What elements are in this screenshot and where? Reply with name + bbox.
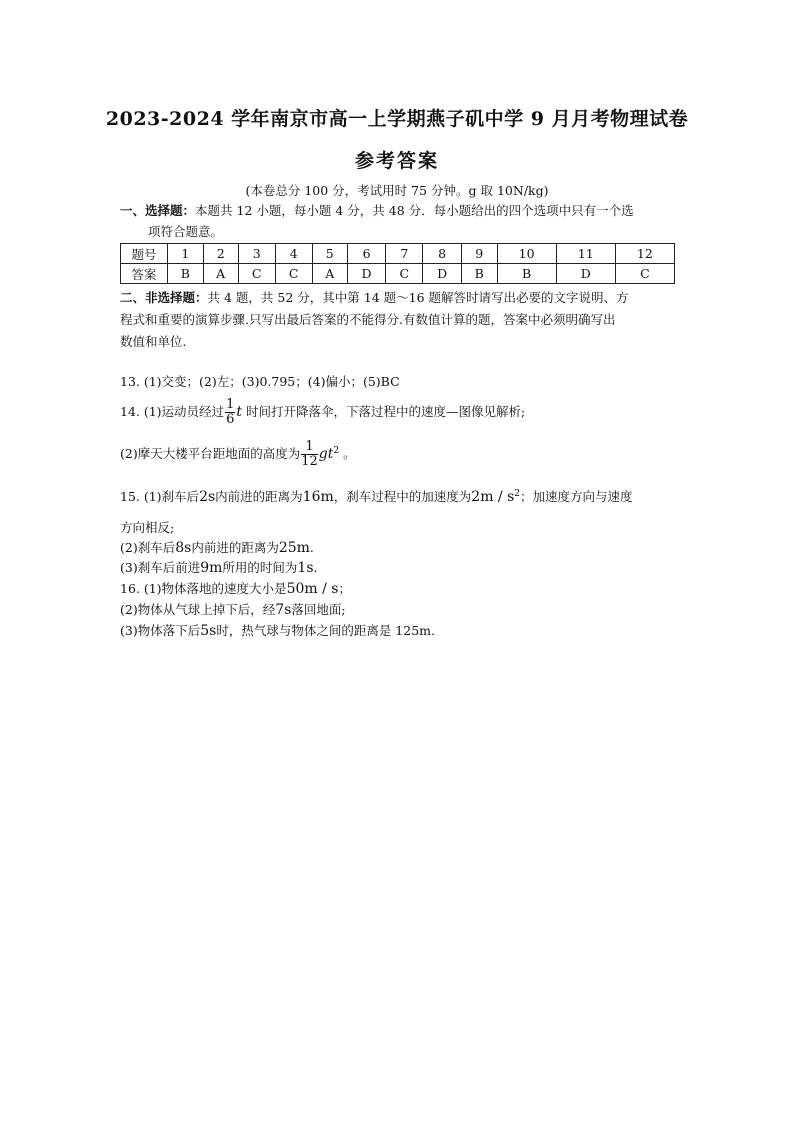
q16-value: 50m / s (286, 581, 339, 597)
table-cell: D (423, 264, 462, 284)
table-row-answers (121, 264, 675, 284)
q14-p2-var: gt (318, 446, 334, 462)
q15-text: 15. (1)刹车后 (120, 489, 200, 504)
fraction-numerator: 1 (226, 397, 235, 412)
q15-value: 9m (200, 560, 223, 576)
q15-value: 2s (199, 489, 216, 505)
fraction-denominator: 12 (301, 454, 318, 469)
table-cell: 4 (275, 244, 312, 264)
table-cell: 8 (423, 244, 462, 264)
section2-instructions (120, 287, 680, 353)
answer-q15-line3 (120, 538, 680, 556)
q15-value: 1s (297, 560, 314, 576)
table-cell: 6 (347, 244, 386, 264)
table-cell: 7 (386, 244, 423, 264)
q15-exponent: 2 (514, 488, 520, 499)
table-cell: C (615, 264, 674, 284)
table-cell: 11 (556, 244, 615, 264)
q15-value: 16m (302, 489, 334, 505)
q14-p2-fraction (301, 440, 318, 469)
answer-q15-line4 (120, 558, 680, 576)
table-cell: D (556, 264, 615, 284)
section1-heading: 一、选择题： (120, 203, 196, 218)
table-cell: C (275, 264, 312, 284)
q14-p1-fraction (225, 398, 235, 427)
q15-text: 所用的时间为 (222, 560, 298, 575)
table-cell: B (168, 264, 204, 284)
table-cell: A (312, 264, 347, 284)
table-cell: 10 (497, 244, 556, 264)
table-cell: 12 (615, 244, 674, 264)
q15-text: (3)刹车后前进 (120, 560, 201, 575)
q15-text: 内前进的距离为 (215, 489, 303, 504)
table-cell: 1 (168, 244, 204, 264)
q16-text: (2)物体从气球上掉下后，经 (120, 602, 276, 617)
table-cell: B (497, 264, 556, 284)
answer-q16-line1 (120, 579, 680, 597)
section2-line2: 程式和重要的演算步骤.只写出最后答案的不能得分.有数值计算的题，答案中必须明确写出 (120, 312, 616, 327)
table-cell: 5 (312, 244, 347, 264)
q15-value: 2m / s (471, 489, 515, 505)
answer-table (120, 243, 675, 284)
table-row-numbers (121, 244, 675, 264)
q15-value: 25m (278, 540, 310, 556)
q16-text: 落回地面; (291, 602, 346, 617)
table-cell: 9 (461, 244, 497, 264)
q14-p1-before: 14. (1)运动员经过 (120, 404, 225, 419)
q16-text: (3)物体落下后 (120, 623, 201, 638)
section1-text-line2: 项符合题意。 (148, 224, 224, 239)
page-title: 2023-2024 学年南京市高一上学期燕子矶中学 9 月月考物理试卷 (105, 108, 689, 130)
answer-q15-line2: 方向相反; (120, 520, 175, 535)
answer-q13: 13. (1)交变；(2)左；(3)0.795；(4)偏小；(5)BC (120, 374, 400, 389)
section2-line1: 共 4 题，共 52 分，其中第 14 题～16 题解答时请写出必要的文字说明、方 (207, 290, 629, 305)
table-cell: 3 (238, 244, 275, 264)
q15-text: . (313, 560, 318, 575)
q15-text: 内前进的距离为 (191, 540, 279, 555)
answer-q14-part2 (120, 440, 680, 469)
table-cell: 2 (203, 244, 238, 264)
q16-text: ； (338, 581, 351, 596)
table-cell: B (461, 264, 497, 284)
q15-text: ；加速度方向与速度 (520, 489, 633, 504)
section2-heading: 二、非选择题： (120, 290, 208, 305)
q15-value: 8s (175, 540, 192, 556)
answer-q16-line2 (120, 600, 680, 618)
table-cell: C (386, 264, 423, 284)
q14-p2-before: (2)摩天大楼平台距地面的高度为 (120, 446, 301, 461)
answer-q14-part1 (120, 398, 680, 427)
exam-note: (本卷总分 100 分，考试用时 75 分钟。g 取 10N/kg) (245, 183, 549, 198)
answer-q16-line3 (120, 621, 680, 639)
page-subtitle: 参考答案 (354, 150, 439, 172)
table-header-number: 题号 (121, 244, 168, 264)
section1-text-line1: 本题共 12 小题，每小题 4 分，共 48 分．每小题给出的四个选项中只有一个选 (195, 203, 634, 218)
q16-text: 时，热气球与物体之间的距离是 125m. (216, 623, 435, 638)
q16-value: 5s (200, 623, 217, 639)
q16-value: 7s (275, 602, 292, 618)
q14-p1-after: 时间打开降落伞，下落过程中的速度—图像见解析; (241, 404, 526, 419)
q16-text: 16. (1)物体落地的速度大小是 (120, 581, 287, 596)
fraction-numerator: 1 (301, 440, 318, 455)
q15-text: (2)刹车后 (120, 540, 176, 555)
fraction-denominator: 6 (226, 412, 235, 427)
q14-p2-exp: 2 (333, 445, 340, 456)
table-cell: A (203, 264, 238, 284)
q15-text: ，刹车过程中的加速度为 (333, 489, 472, 504)
q14-p1-var: t (236, 404, 242, 420)
q15-text: . (309, 540, 314, 555)
table-cell: C (238, 264, 275, 284)
table-header-answer: 答案 (121, 264, 168, 284)
table-cell: D (347, 264, 386, 284)
section1-instructions (120, 200, 680, 242)
q14-p2-after: 。 (339, 446, 356, 461)
answer-q15-line1 (120, 487, 680, 505)
section2-line3: 数值和单位. (120, 334, 187, 349)
